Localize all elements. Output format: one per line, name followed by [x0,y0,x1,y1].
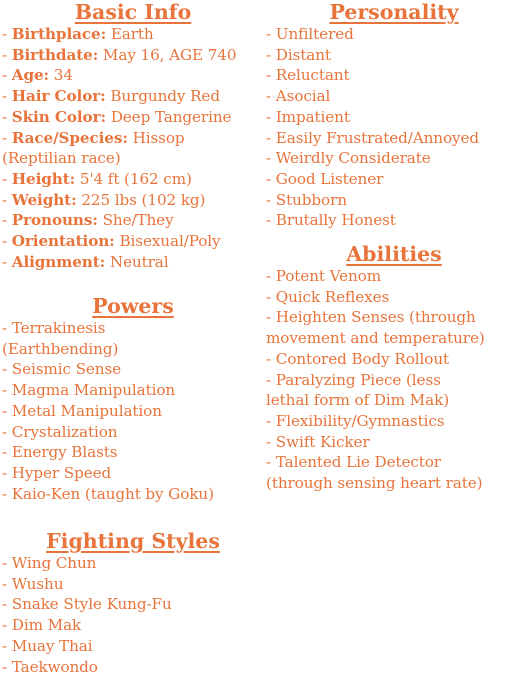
personality-item: - Easily Frustrated/Annoyed [266,128,480,147]
abilities-item: - Flexibility/Gymnastics [266,411,445,430]
abilities-section [266,242,522,494]
fighting-styles-item: - Muay Thai [2,636,93,655]
powers-item: - Seismic Sense [2,360,122,379]
personality-item: - Asocial [266,87,331,106]
personality-item: - Stubborn [266,190,347,209]
powers-item: - Crystalization [2,422,118,441]
personality-item: - Reluctant [266,66,350,85]
basic-info-item: - Age: 34 [2,66,73,85]
basic-info-item: - Weight: 225 lbs (102 kg) [2,190,206,209]
abilities-item: - Contored Body Rollout [266,349,450,368]
basic-info-heading: Basic Info [74,0,192,24]
fighting-styles-item: - Wing Chun [2,554,97,572]
basic-info-item: - Skin Color: Deep Tangerine [2,107,232,126]
personality-section [266,0,522,231]
powers-item: - Energy Blasts [2,443,118,462]
fighting-styles-item: - Dim Mak [2,616,82,635]
personality-item: - Impatient [266,107,350,126]
fighting-styles-heading: Fighting Styles [46,529,220,553]
abilities-heading: Abilities [346,242,442,266]
basic-info-item: - Height: 5'4 ft (162 cm) [2,169,192,188]
powers-item: - Kaio-Ken (taught by Goku) [2,484,214,503]
fighting-styles-item: - Taekwondo [2,657,98,676]
powers-item: - Terrakinesis [2,319,106,337]
personality-heading: Personality [329,0,459,24]
basic-info-item: - Hair Color: Burgundy Red [2,87,220,106]
basic-info-item: - Birthplace: Earth [2,25,154,43]
basic-info-item: - Orientation: Bisexual/Poly [2,232,221,251]
abilities-item: - Quick Reflexes [266,287,390,306]
powers-section [2,294,264,504]
powers-item: - Magma Manipulation [2,381,176,400]
abilities-item: movement and temperature) [266,329,485,348]
powers-heading: Powers [92,294,174,318]
basic-info-list [2,24,264,272]
basic-info-section [2,0,264,272]
powers-list [2,318,264,504]
powers-item: - Hyper Speed [2,463,112,482]
personality-list [266,24,522,231]
abilities-item: (through sensing heart rate) [266,474,483,493]
powers-item: - Metal Manipulation [2,401,162,420]
basic-info-item: - Alignment: Neutral [2,252,169,271]
powers-item: (Earthbending) [2,339,119,358]
fighting-styles-item: - Wushu [2,574,64,593]
basic-info-item: - Pronouns: She/They [2,211,174,230]
personality-item: - Good Listener [266,169,384,188]
personality-item: - Distant [266,45,331,64]
basic-info-item: - Race/Species: Hissop [2,128,185,147]
abilities-item: - Paralyzing Piece (less [266,370,441,389]
basic-info-item-continued: (Reptilian race) [2,149,121,168]
personality-item: - Brutally Honest [266,211,396,230]
personality-item: - Unfiltered [266,25,354,43]
basic-info-item: - Birthdate: May 16, AGE 740 [2,45,237,64]
abilities-item: - Swift Kicker [266,432,370,451]
fighting-styles-item: - Snake Style Kung-Fu [2,595,172,614]
abilities-item: lethal form of Dim Mak) [266,391,450,410]
fighting-styles-section [2,529,264,677]
personality-item: - Weirdly Considerate [266,149,431,168]
fighting-styles-list [2,553,264,677]
abilities-item: - Heighten Senses (through [266,308,476,327]
abilities-item: - Potent Venom [266,267,381,285]
abilities-list [266,266,522,494]
abilities-item: - Talented Lie Detector [266,453,441,472]
